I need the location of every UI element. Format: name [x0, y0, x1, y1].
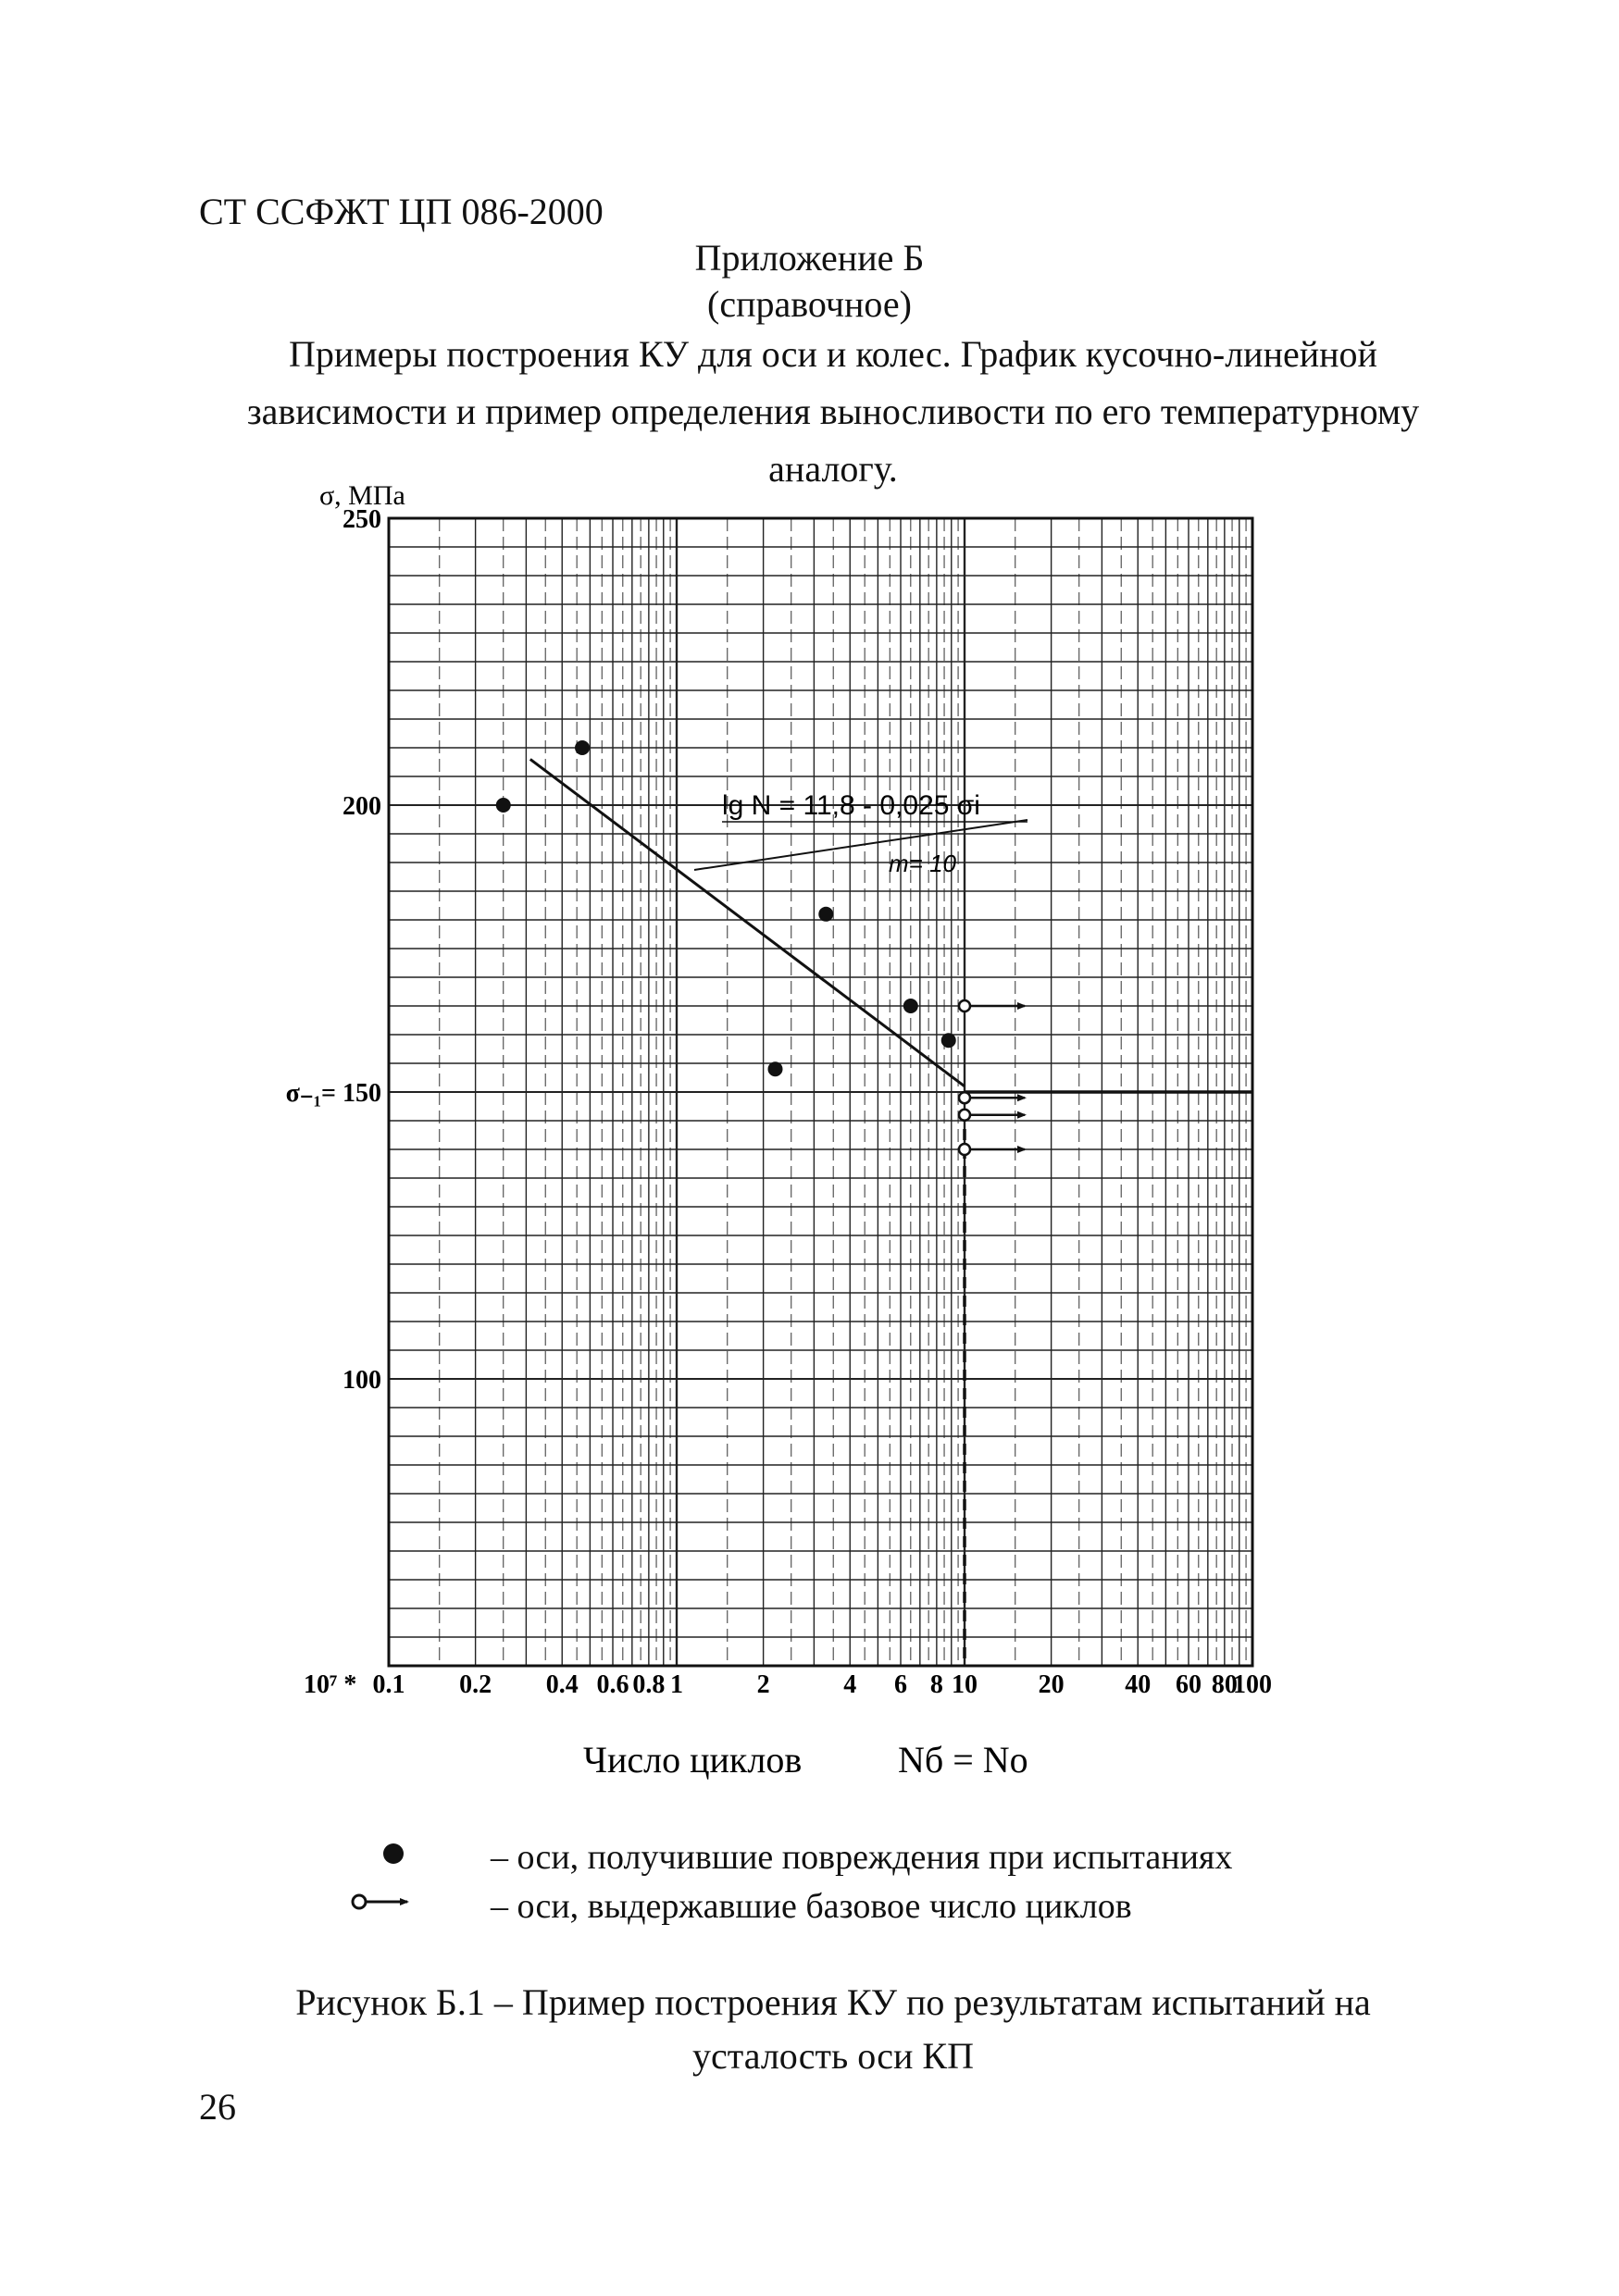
- page-number: 26: [199, 2086, 236, 2128]
- x-tick-label: 4: [843, 1670, 857, 1699]
- x-tick-label: 100: [1233, 1670, 1272, 1699]
- slope-annotation: m= 10: [889, 850, 956, 877]
- failed-point: [575, 740, 590, 755]
- failed-point: [767, 1061, 782, 1076]
- open-circle-icon: [353, 1895, 366, 1908]
- x-tick-labels: [373, 1670, 1273, 1699]
- chart-lines: [530, 759, 1252, 1666]
- y-tick-labels: [286, 505, 381, 1395]
- runout-point: [959, 1000, 970, 1011]
- runout-point: [959, 1144, 970, 1155]
- x-tick-label: 20: [1038, 1670, 1065, 1699]
- y-tick-label: 200: [342, 792, 381, 821]
- failed-point: [496, 798, 511, 813]
- x-tick-label: 60: [1176, 1670, 1202, 1699]
- x-tick-label: 0.6: [596, 1670, 629, 1699]
- document-code: СТ ССФЖТ ЦП 086-2000: [199, 191, 604, 232]
- appendix-title: Приложение Б: [694, 237, 925, 279]
- y-tick-label: 250: [342, 505, 381, 534]
- heading-line: аналогу.: [768, 448, 898, 490]
- failed-point: [941, 1033, 956, 1048]
- x-axis-label: Число циклов: [583, 1739, 803, 1781]
- x-tick-label: 40: [1125, 1670, 1152, 1699]
- failed-point: [903, 999, 918, 1013]
- x-tick-label: 0.2: [459, 1670, 492, 1699]
- x-tick-label: 0.4: [545, 1670, 579, 1699]
- legend-icons: [353, 1843, 407, 1908]
- figure-caption: [185, 1976, 1481, 2083]
- equation-annotation: lg N = 11,8 - 0,025 σi: [722, 790, 980, 821]
- caption-line: усталость оси КП: [692, 2035, 974, 2077]
- x-tick-label: 2: [756, 1670, 770, 1699]
- heading-line: зависимости и пример определения выносливости по его температурному: [246, 391, 1420, 432]
- runout-point: [959, 1092, 970, 1103]
- y-tick-label: 100: [342, 1366, 381, 1395]
- runout-point: [959, 1110, 970, 1121]
- x-tick-label: 8: [929, 1670, 943, 1699]
- x-tick-label: 80: [1211, 1670, 1238, 1699]
- caption-line: Рисунок Б.1 – Пример построения КУ по результатам испытаний на: [295, 1981, 1371, 2023]
- failed-point: [818, 907, 833, 922]
- x-tick-label: 6: [894, 1670, 908, 1699]
- y-tick-label: σ₋₁= 150: [285, 1079, 381, 1108]
- heading-line: Примеры построения КУ для оси и колес. График кусочно-линейной: [289, 333, 1377, 375]
- x-multiplier-label: 10⁷ *: [304, 1670, 357, 1699]
- x-tick-label: 0.8: [632, 1670, 666, 1699]
- legend-failed-label: – оси, получившие повреждения при испытаниях: [491, 1838, 1233, 1877]
- x-tick-label: 1: [670, 1670, 683, 1699]
- filled-circle-icon: [383, 1843, 404, 1864]
- appendix-type: (справочное): [707, 283, 912, 325]
- x-tick-label: 10: [952, 1670, 978, 1699]
- legend-runout-label: – оси, выдержавшие базовое число циклов: [491, 1887, 1132, 1926]
- y-axis-label: σ, МПа: [319, 480, 405, 511]
- x-tick-label: 0.1: [372, 1670, 405, 1699]
- x-axis-formula: Nб = Nо: [898, 1739, 1028, 1781]
